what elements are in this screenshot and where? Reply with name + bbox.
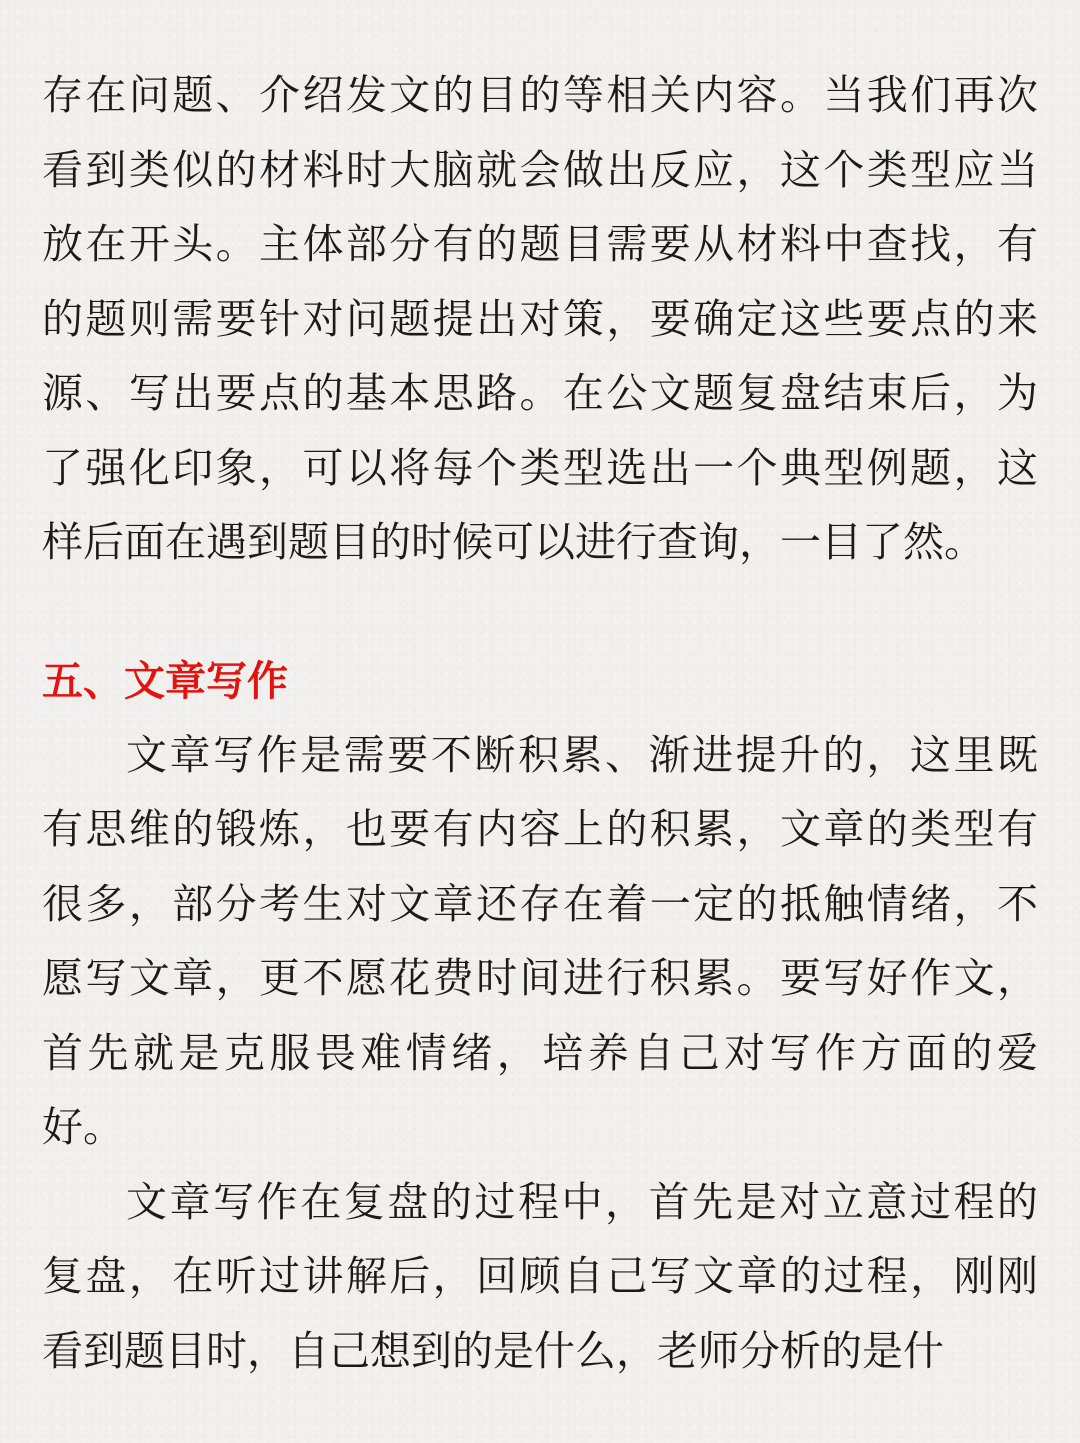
text-line: 样后面在遇到题目的时候可以进行查询，一目了然。 xyxy=(42,518,985,566)
section-paragraph-2 xyxy=(42,1165,1038,1389)
text-line: 看到类似的材料时大脑就会做出反应，这个类型应当 xyxy=(42,145,1038,194)
section-paragraph-1 xyxy=(42,718,1038,1165)
text-line: 放在开头。主体部分有的题目需要从材料中查找，有 xyxy=(42,220,1038,268)
text-line: 了强化印象，可以将每个类型选出一个典型例题，这 xyxy=(42,443,1038,492)
text-line: 文章写作是需要不断积累、渐进提升的，这里既 xyxy=(126,730,1038,779)
text-line: 有思维的锻炼，也要有内容上的积累，文章的类型有 xyxy=(42,805,1038,853)
section-heading: 五、文章写作 xyxy=(42,656,288,705)
text-line: 复盘，在听过讲解后，回顾自己写文章的过程，刚刚 xyxy=(42,1252,1038,1300)
text-line: 存在问题、介绍发文的目的等相关内容。当我们再次 xyxy=(42,71,1038,119)
text-line: 首先就是克服畏难情绪，培养自己对写作方面的爱 xyxy=(42,1028,1038,1077)
text-line: 文章写作在复盘的过程中，首先是对立意过程的 xyxy=(126,1177,1038,1226)
text-line: 好。 xyxy=(42,1103,124,1151)
text-line: 看到题目时，自己想到的是什么，老师分析的是什 xyxy=(42,1326,944,1375)
text-line: 愿写文章，更不愿花费时间进行积累。要写好作文， xyxy=(42,954,1038,1002)
text-line: 源、写出要点的基本思路。在公文题复盘结束后，为 xyxy=(42,369,1038,417)
text-line: 的题则需要针对问题提出对策，要确定这些要点的来 xyxy=(42,294,1038,343)
text-line: 很多，部分考生对文章还存在着一定的抵触情绪，不 xyxy=(42,879,1038,928)
article-page xyxy=(42,58,1038,1388)
intro-paragraph xyxy=(42,58,1038,580)
